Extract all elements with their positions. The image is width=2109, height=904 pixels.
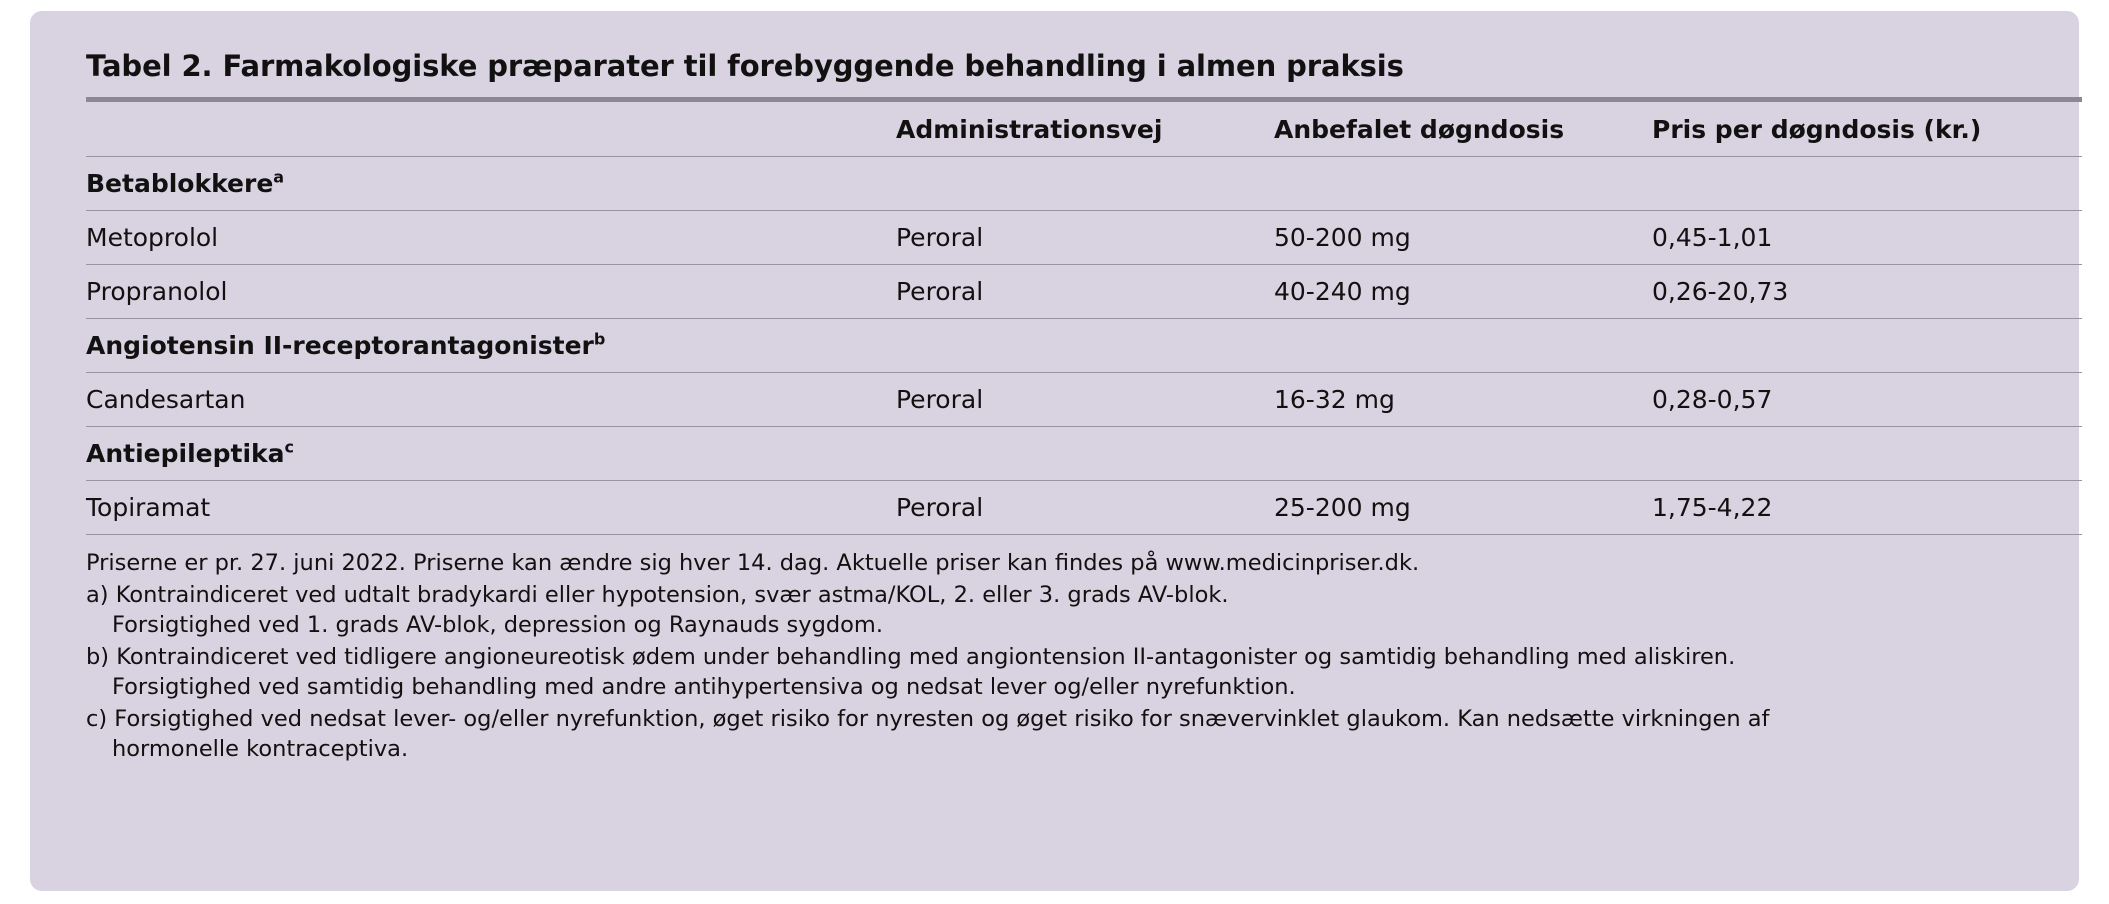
group-label-cell: [86, 427, 2082, 481]
footnote-text-continued: Forsigtighed ved samtidig behandling med andre antihypertensiva og nedsat lever og/eller nyrefunktion.: [112, 673, 1296, 700]
table-card: [30, 11, 2079, 891]
drug-route: Peroral: [896, 265, 1274, 319]
footnote-c: [86, 705, 2023, 765]
drug-name: Candesartan: [86, 373, 896, 427]
footnote-price-note: [86, 549, 2023, 579]
drug-dose: 40-240 mg: [1274, 265, 1652, 319]
footnote-b: [86, 643, 2023, 703]
drug-route: Peroral: [896, 211, 1274, 265]
footnote-text-continued: hormonelle kontraceptiva.: [112, 735, 409, 762]
footnote-marker: c: [284, 437, 295, 457]
header-row: [86, 100, 2082, 157]
table-row: [86, 157, 2082, 211]
footnote-a: [86, 581, 2023, 641]
drug-name: Propranolol: [86, 265, 896, 319]
drug-price: 1,75-4,22: [1652, 481, 2082, 535]
drug-dose: 50-200 mg: [1274, 211, 1652, 265]
drug-route: Peroral: [896, 481, 1274, 535]
drug-route: Peroral: [896, 373, 1274, 427]
table-row: [86, 481, 2082, 535]
table-body: [86, 157, 2082, 535]
drug-name: Metoprolol: [86, 211, 896, 265]
drug-price: 0,26-20,73: [1652, 265, 2082, 319]
medication-table: [86, 97, 2082, 535]
drug-name: Topiramat: [86, 481, 896, 535]
footnote-text: a) Kontraindiceret ved udtalt bradykardi eller hypotension, svær astma/KOL, 2. eller 3. grads AV-blok.: [86, 581, 1229, 608]
group-label: Angiotensin II-receptorantagonister: [86, 331, 594, 360]
footnote-text: c) Forsigtighed ved nedsat lever- og/eller nyrefunktion, øget risiko for nyresten og øget risiko for snævervinklet glaukom. Kan nedsætte virkningen af: [86, 705, 1770, 732]
footnote-marker: a: [273, 167, 285, 187]
group-label: Antiepileptika: [86, 439, 285, 468]
footnote-marker: b: [593, 329, 606, 349]
table-row: [86, 265, 2082, 319]
table-row: [86, 319, 2082, 373]
drug-price: 0,45-1,01: [1652, 211, 2082, 265]
footnotes: [86, 549, 2023, 764]
footnote-text-continued: Forsigtighed ved 1. grads AV-blok, depression og Raynauds sygdom.: [112, 611, 883, 638]
footnote-text: Priserne er pr. 27. juni 2022. Priserne kan ændre sig hver 14. dag. Aktuelle priser kan findes på www.medicinpriser.dk.: [86, 550, 1420, 576]
table-header: [86, 100, 2082, 157]
group-label-cell: [86, 319, 2082, 373]
drug-dose: 16-32 mg: [1274, 373, 1652, 427]
column-header-route: Administrationsvej: [896, 100, 1274, 157]
group-label: Betablokkere: [86, 169, 274, 198]
table-row: [86, 427, 2082, 481]
group-label-cell: [86, 157, 2082, 211]
footnote-text: b) Kontraindiceret ved tidligere angioneureotisk ødem under behandling med angiontension II-antagonister og samtidig behandling med aliskiren.: [86, 643, 1736, 670]
table-title: Tabel 2. Farmakologiske præparater til forebyggende behandling i almen praksis: [86, 49, 1404, 83]
column-header-blank: [86, 100, 896, 157]
table-row: [86, 211, 2082, 265]
column-header-price: Pris per døgndosis (kr.): [1652, 100, 2082, 157]
drug-price: 0,28-0,57: [1652, 373, 2082, 427]
drug-dose: 25-200 mg: [1274, 481, 1652, 535]
table-row: [86, 373, 2082, 427]
column-header-dose: Anbefalet døgndosis: [1274, 100, 1652, 157]
